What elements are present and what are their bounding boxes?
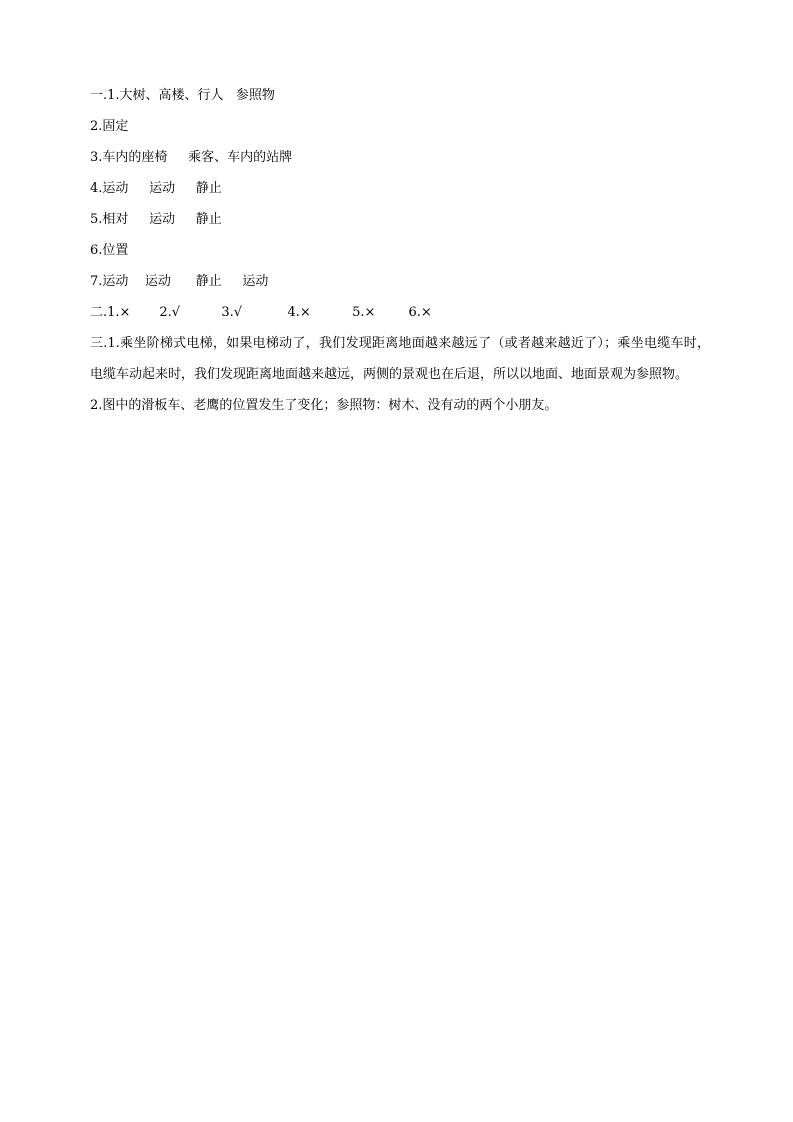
answer-line-1-4: 4.运动 运动 静止 bbox=[90, 181, 222, 196]
answer-line-1-7: 7.运动 运动 静止 运动 bbox=[90, 274, 269, 289]
answer-content bbox=[90, 80, 710, 421]
answer-line-1-2: 2.固定 bbox=[90, 119, 129, 134]
answer-paragraph-3-1: 三.1.乘坐阶梯式电梯，如果电梯动了，我们发现距离地面越来越远了（或者越来越近了）；乘坐电缆车时，电缆车动起来时，我们发现距离地面越来越远，两侧的景观也在后退，所以以地面、地面景观为参照物。 bbox=[90, 336, 710, 382]
answer-paragraph-3-2: 2.图中的滑板车、老鹰的位置发生了变化；参照物：树木、没有动的两个小朋友。 bbox=[90, 398, 558, 413]
answer-line-1-3: 3.车内的座椅 乘客、车内的站牌 bbox=[90, 150, 293, 165]
answer-line-1-6: 6.位置 bbox=[90, 243, 129, 258]
answer-line-1-1: 一.1.大树、高楼、行人 参照物 bbox=[90, 88, 275, 103]
answer-line-1-5: 5.相对 运动 静止 bbox=[90, 212, 222, 227]
answer-line-2: 二.1.× 2.√ 3.√ 4.× 5.× 6.× bbox=[90, 305, 432, 320]
